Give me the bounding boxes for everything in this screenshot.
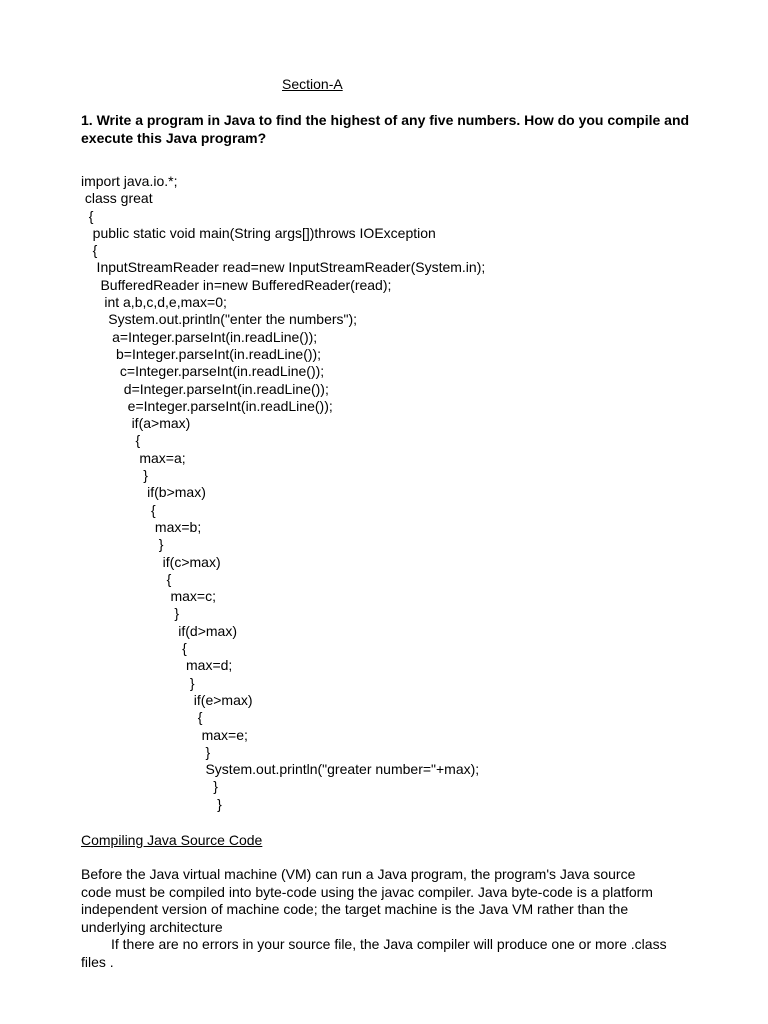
code-line: {: [81, 501, 156, 518]
code-line: {: [81, 640, 187, 657]
paragraph-line: independent version of machine code; the target machine is the Java VM rather than the: [81, 901, 629, 917]
code-line: {: [81, 570, 172, 587]
code-line: e=Integer.parseInt(in.readLine());: [81, 397, 333, 414]
subheading: Compiling Java Source Code: [81, 832, 263, 848]
paragraph-line: underlying architecture: [81, 918, 223, 935]
code-line: max=b;: [81, 518, 202, 535]
code-line: }: [81, 467, 148, 484]
paragraph-line: If there are no errors in your source file, the Java compiler will produce one or more .class: [111, 936, 667, 952]
code-line: if(c>max): [81, 553, 221, 570]
question-text: 1. Write a program in Java to find the highest of any five numbers. How do you compile and execute this Java program?: [81, 112, 690, 146]
code-line: {: [81, 207, 94, 224]
paragraph-line: Before the Java virtual machine (VM) can run a Java program, the program's Java source: [81, 866, 636, 882]
code-line: BufferedReader in=new BufferedReader(read);: [81, 276, 392, 293]
code-line: c=Integer.parseInt(in.readLine());: [81, 363, 325, 380]
paragraph: [81, 866, 721, 971]
code-line: max=d;: [81, 657, 233, 674]
code-line: }: [81, 605, 180, 622]
code-line: }: [81, 743, 211, 760]
code-line: class great: [81, 190, 153, 207]
code-line: }: [81, 795, 222, 812]
code-line: System.out.println("enter the numbers");: [81, 311, 358, 328]
code-line: b=Integer.parseInt(in.readLine());: [81, 345, 322, 362]
code-line: if(b>max): [81, 484, 206, 501]
code-line: public static void main(String args[])throws IOException: [81, 224, 436, 241]
code-block: [81, 173, 485, 813]
code-line: max=c;: [81, 588, 216, 605]
code-line: if(d>max): [81, 622, 237, 639]
code-line: int a,b,c,d,e,max=0;: [81, 294, 227, 311]
code-line: }: [81, 778, 218, 795]
code-line: InputStreamReader read=new InputStreamReader(System.in);: [81, 259, 486, 276]
code-line: System.out.println("greater number="+max);: [81, 761, 480, 778]
code-line: {: [81, 709, 203, 726]
code-line: {: [81, 432, 141, 449]
paragraph-line: code must be compiled into byte-code using the javac compiler. Java byte-code is a platform: [81, 883, 653, 900]
paragraph-line: files .: [81, 953, 114, 970]
code-line: if(a>max): [81, 415, 191, 432]
code-line: a=Integer.parseInt(in.readLine());: [81, 328, 318, 345]
code-line: max=e;: [81, 726, 248, 743]
code-line: if(e>max): [81, 691, 253, 708]
code-line: d=Integer.parseInt(in.readLine());: [81, 380, 329, 397]
code-line: import java.io.*;: [81, 173, 178, 189]
code-line: max=a;: [81, 449, 186, 466]
section-title: Section-A: [282, 76, 343, 92]
code-line: }: [81, 536, 164, 553]
code-line: {: [81, 242, 98, 259]
code-line: }: [81, 674, 195, 691]
